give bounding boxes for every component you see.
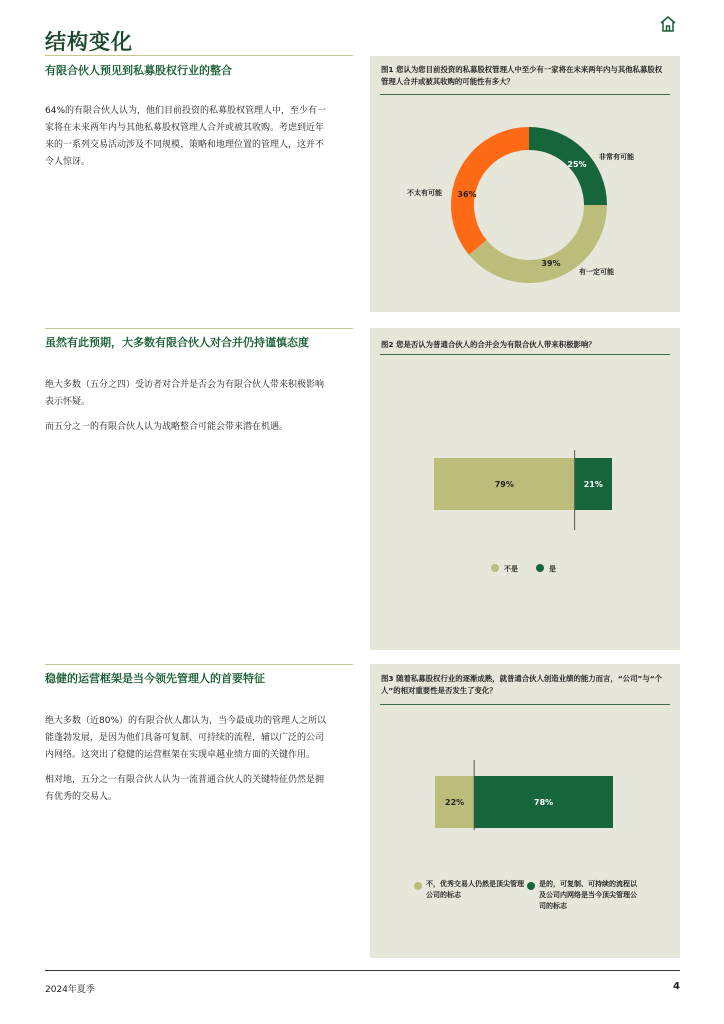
home-icon[interactable] xyxy=(658,14,678,34)
legend-label: 不，优秀交易人仍然是顶尖管理公司的标志 xyxy=(426,880,524,899)
bar-value-label: 79% xyxy=(494,480,514,489)
section-body xyxy=(45,377,330,444)
paragraph: 绝大多数（近80%）的有限合伙人都认为，当今最成功的管理人之所以能蓬勃发展，是因为他们具备可复制、可持续的流程，辅以广泛的公司内网络。这突出了稳健的运营框架在实现卓越业绩方面的关键作用。 xyxy=(45,716,327,760)
legend-label: 不是 xyxy=(504,565,518,573)
page-number: 4 xyxy=(673,981,680,992)
section-divider xyxy=(45,55,353,56)
figure-3-title: 图3 随着私募股权行业的逐渐成熟，就普通合伙人创造业绩的能力而言，“公司”与“个人”的相对重要性是否发生了变化？ xyxy=(381,674,662,695)
figure-2-panel xyxy=(370,328,680,650)
paragraph: 绝大多数（五分之四）受访者对合并是否会为有限合伙人带来积极影响表示怀疑。 xyxy=(45,380,325,407)
section-body xyxy=(45,713,330,814)
paragraph: 相对地，五分之一有限合伙人认为一流普通合伙人的关键特征仍然是拥有优秀的交易人。 xyxy=(45,775,325,802)
section-heading: 稳健的运营框架是当今领先管理人的首要特征 xyxy=(45,672,265,685)
figure-2-title: 图2 您是否认为普通合伙人的合并会为有限合伙人带来积极影响？ xyxy=(381,340,596,349)
bar-value-label: 78% xyxy=(534,798,554,807)
figure-1-title: 图1 您认为您目前投资的私募股权管理人中至少有一家将在未来两年内与其他私募股权管理人合并或被其收购的可能性有多大？ xyxy=(381,65,663,86)
section-body xyxy=(45,103,330,179)
slice-value-label: 25% xyxy=(567,160,587,169)
bar-value-label: 21% xyxy=(583,480,603,489)
slice-value-label: 36% xyxy=(457,190,477,199)
footer-divider xyxy=(45,970,680,971)
page-title: 结构变化 xyxy=(45,30,133,54)
section-heading: 虽然有此预期，大多数有限合伙人对合并仍持谨慎态度 xyxy=(45,336,309,349)
slice-category-label: 有一定可能 xyxy=(579,268,614,276)
slice-category-label: 不太有可能 xyxy=(407,189,442,197)
bar-value-label: 22% xyxy=(445,798,465,807)
stacked-bar-chart xyxy=(370,664,680,958)
legend-label: 是的，可复制、可持续的流程以及公司内网络是当今顶尖管理公司的标志 xyxy=(539,880,637,910)
paragraph: 而五分之一的有限合伙人认为战略整合可能会带来潜在机遇。 xyxy=(45,422,289,432)
slice-value-label: 39% xyxy=(541,259,561,268)
legend-swatch-yes xyxy=(527,882,535,890)
slice-category-label: 非常有可能 xyxy=(599,153,634,161)
legend-swatch-no xyxy=(414,882,422,890)
legend-swatch-yes xyxy=(536,564,544,572)
figure-1-panel xyxy=(370,56,680,312)
legend-label: 是 xyxy=(549,565,556,573)
section-divider xyxy=(45,328,353,329)
donut-chart xyxy=(370,56,680,312)
section-divider xyxy=(45,664,353,665)
legend-swatch-no xyxy=(491,564,499,572)
stacked-bar-chart xyxy=(370,328,680,650)
section-heading: 有限合伙人预见到私募股权行业的整合 xyxy=(45,64,232,77)
figure-3-panel xyxy=(370,664,680,958)
footer-label: 2024年夏季 xyxy=(45,985,95,995)
paragraph: 64%的有限合伙人认为，他们目前投资的私募股权管理人中，至少有一家将在未来两年内与其他私募股权管理人合并或被其收购。考虑到近年来的一系列交易活动涉及不同规模、策略和地理位置的管理人，这并不令人惊讶。 xyxy=(45,106,327,167)
